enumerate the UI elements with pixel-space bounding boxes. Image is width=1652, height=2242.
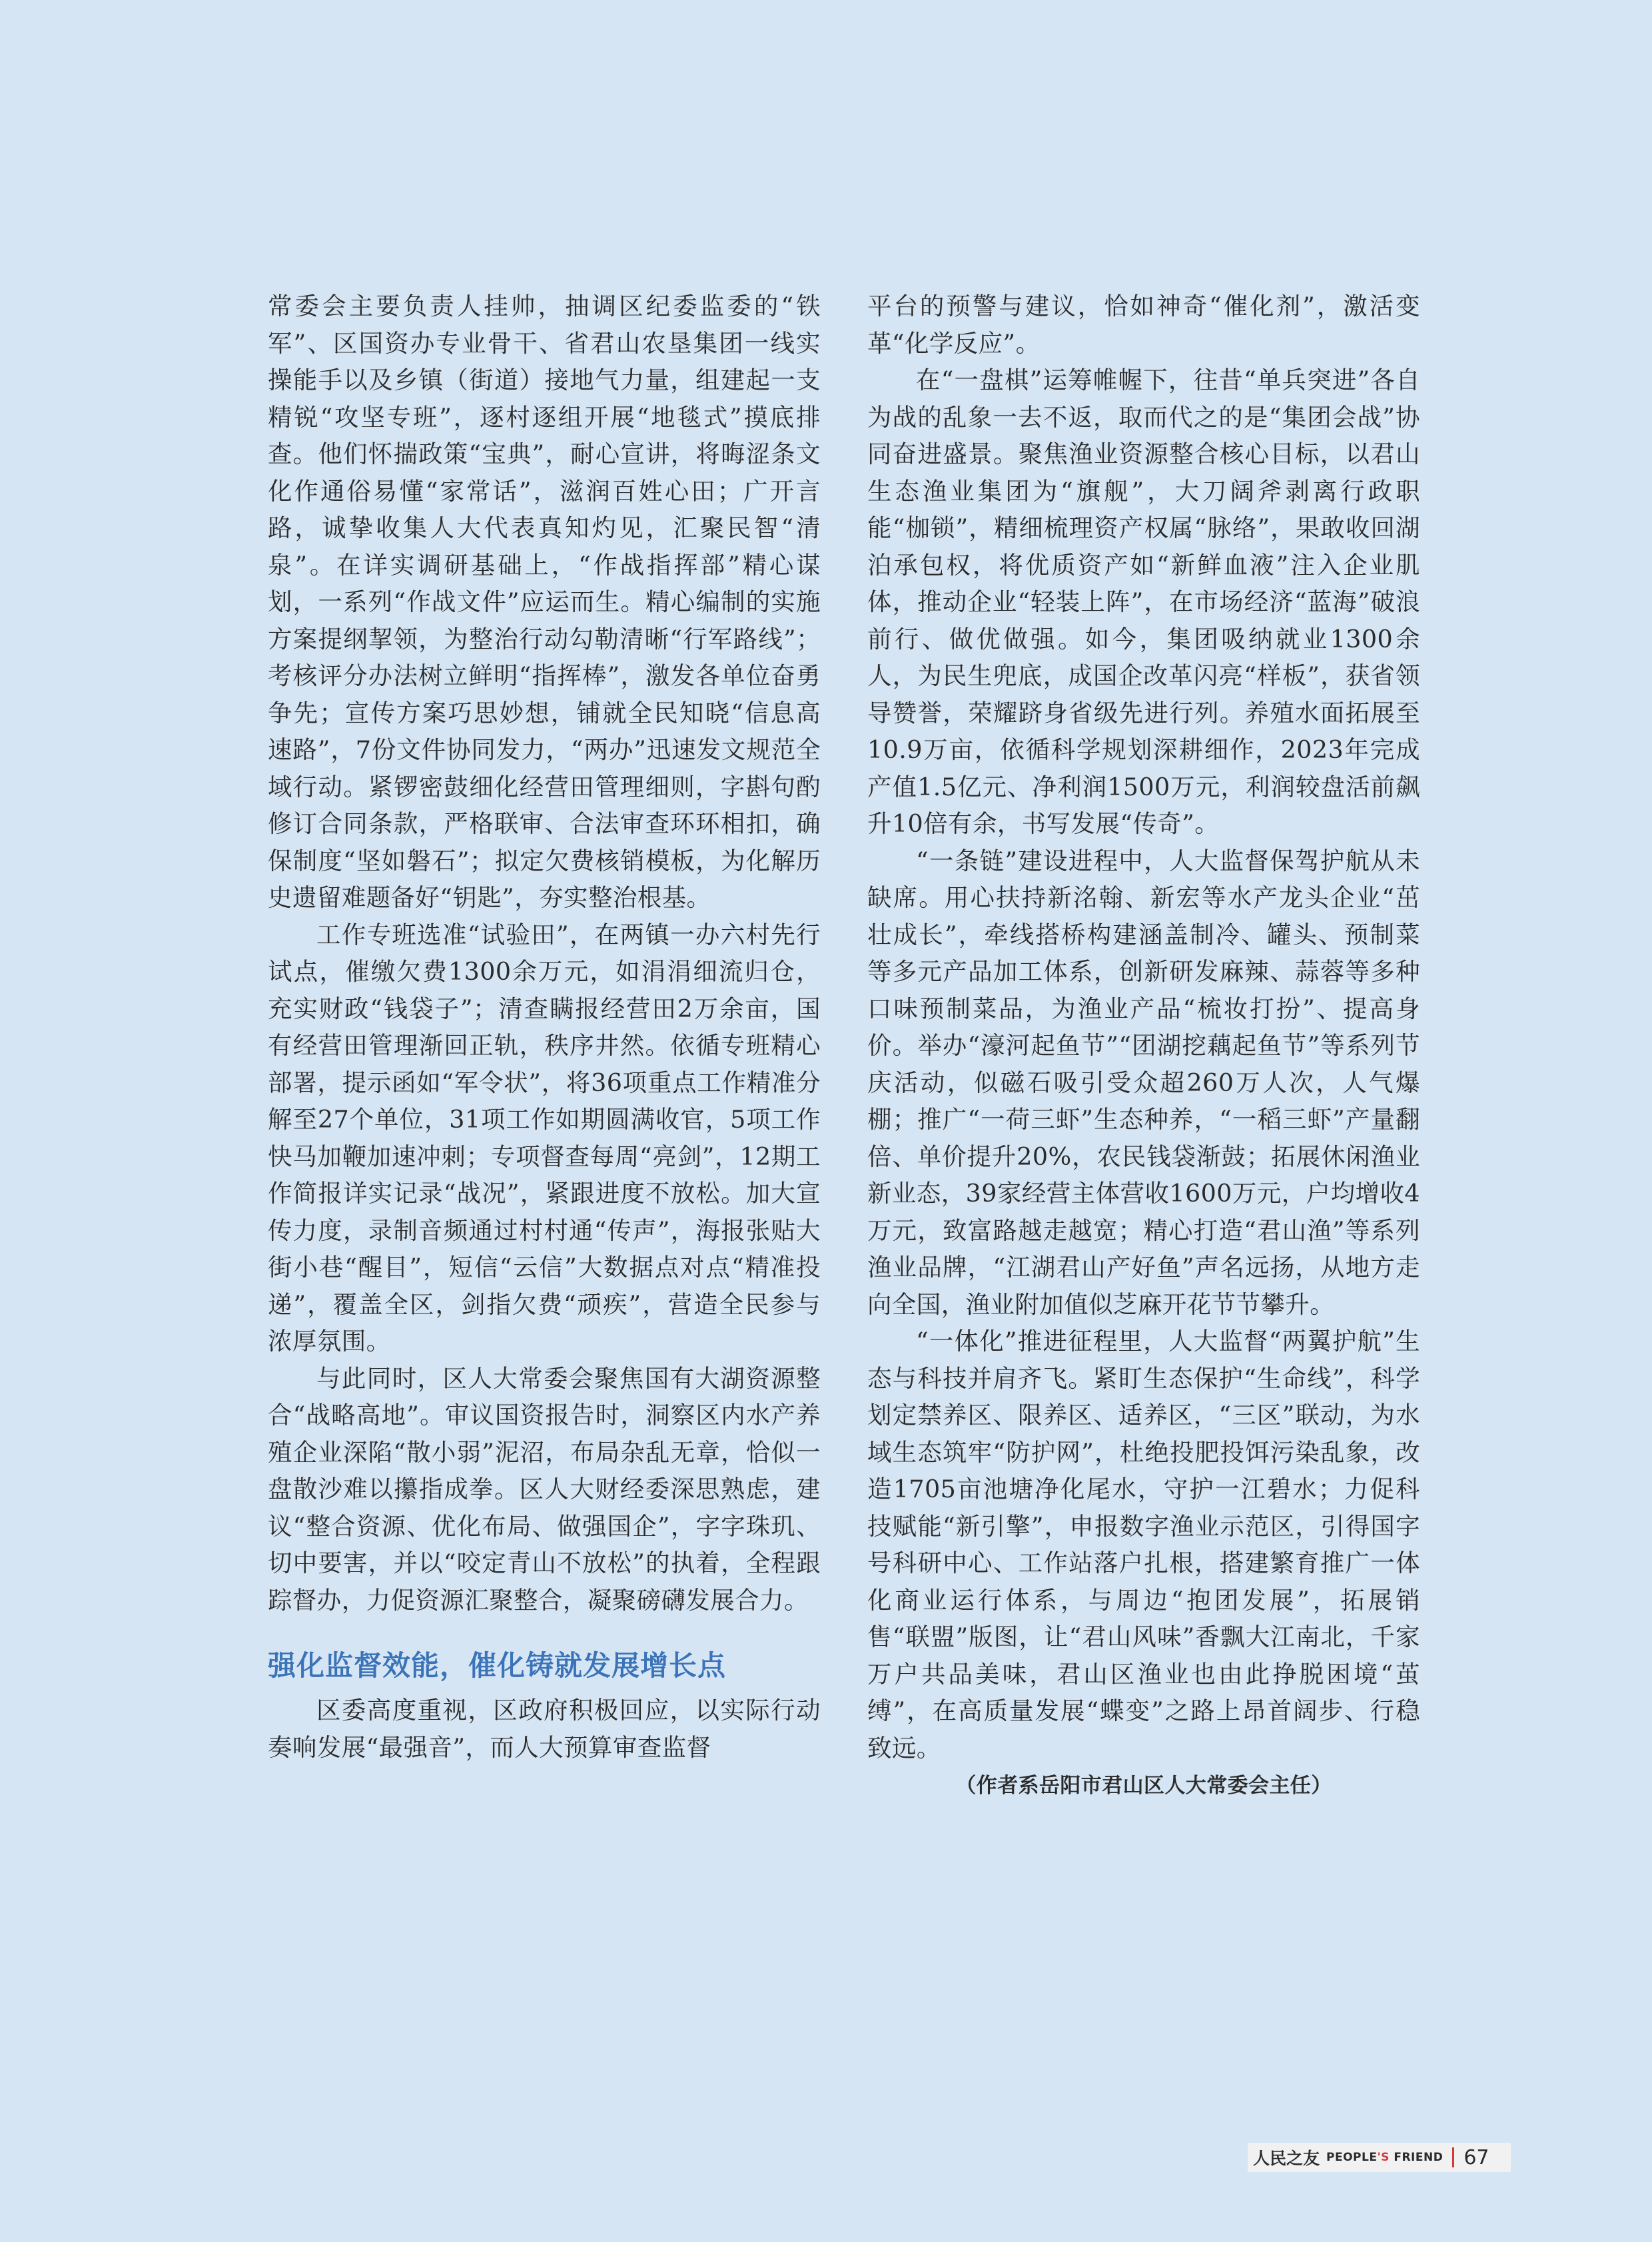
paragraph: 与此同时，区人大常委会聚焦国有大湖资源整合“战略高地”。审议国资报告时，洞察区内水产养殖企业深陷“散小弱”泥沼，布局杂乱无章，恰似一盘散沙难以攥指成拳。区人大财经委深思熟虑，建议“整合资源、优化布局、做强国企”，字字珠玑、切中要害，并以“咬定青山不放松”的执着，全程跟踪督办，力促资源汇聚整合，凝聚磅礴发展合力。 bbox=[268, 1363, 821, 1615]
magazine-name-en bbox=[1326, 2151, 1443, 2164]
paragraph: “一体化”推进征程里，人大监督“两翼护航”生态与科技并肩齐飞。紧盯生态保护“生命线”，科学划定禁养区、限养区、适养区，“三区”联动，为水域生态筑牢“防护网”，杜绝投肥投饵污染乱象，改造1705亩池塘净化尾水，守护一江碧水；力促科技赋能“新引擎”，申报数字渔业示范区，引得国字号科研中心、工作站落户扎根，搭建繁育推广一体化商业运行体系，与周边“抱团发展”，拓展销售“联盟”版图，让“君山风味”香飘大江南北，千家万户共品美味，君山区渔业也由此挣脱困境“茧缚”，在高质量发展“蝶变”之路上昂首阔步、行稳致远。 bbox=[867, 1327, 1420, 1762]
paragraph: 常委会主要负责人挂帅，抽调区纪委监委的“铁军”、区国资办专业骨干、省君山农垦集团一线实操能手以及乡镇（街道）接地气力量，组建起一支精锐“攻坚专班”，逐村逐组开展“地毯式”摸底排查。他们怀揣政策“宝典”，耐心宣讲，将晦涩条文化作通俗易懂“家常话”，滋润百姓心田；广开言路，诚挚收集人大代表真知灼见，汇聚民智“清泉”。在详实调研基础上，“作战指挥部”精心谋划，一系列“作战文件”应运而生。精心编制的实施方案提纲挈领，为整治行动勾勒清晰“行军路线”；考核评分办法树立鲜明“指挥棒”，激发各单位奋勇争先；宣传方案巧思妙想，铺就全民知晓“信息高速路”，7份文件协同发力，“两办”迅速发文规范全域行动。紧锣密鼓细化经营田管理细则，字斟句酌修订合同条款，严格联审、合法审查环环相扣，确保制度“坚如磐石”；拟定欠费核销模板，为化解历史遗留难题备好“钥匙”，夯实整治根基。 bbox=[268, 292, 821, 912]
article-column-right bbox=[867, 288, 1420, 1805]
page-footer bbox=[1248, 2143, 1511, 2172]
footer-divider bbox=[1452, 2147, 1454, 2167]
paragraph: 平台的预警与建议，恰如神奇“催化剂”，激活变革“化学反应”。 bbox=[867, 292, 1420, 358]
author-note: （作者系岳阳市君山区人大常委会主任） bbox=[955, 1774, 1332, 1798]
magazine-name-en-part: FRIEND bbox=[1389, 2151, 1444, 2164]
paragraph: “一条链”建设进程中，人大监督保驾护航从未缺席。用心扶持新洺翰、新宏等水产龙头企业“茁壮成长”，牵线搭桥构建涵盖制冷、罐头、预制菜等多元产品加工体系，创新研发麻辣、蒜蓉等多种口味预制菜品，为渔业产品“梳妆打扮”、提高身价。举办“濠河起鱼节”“团湖挖藕起鱼节”等系列节庆活动，似磁石吸引受众超260万人次，人气爆棚；推广“一荷三虾”生态种养，“一稻三虾”产量翻倍、单价提升20%，农民钱袋渐鼓；拓展休闲渔业新业态，39家经营主体营收1600万元，户均增收4万元，致富路越走越宽；精心打造“君山渔”等系列渔业品牌，“江湖君山产好鱼”声名远扬，从地方走向全国，渔业附加值似芝麻开花节节攀升。 bbox=[867, 846, 1420, 1319]
page-number: 67 bbox=[1463, 2145, 1489, 2169]
magazine-name-en-part: PEOPLE bbox=[1326, 2151, 1378, 2164]
paragraph: 在“一盘棋”运筹帷幄下，往昔“单兵突进”各自为战的乱象一去不返，取而代之的是“集团会战”协同奋进盛景。聚焦渔业资源整合核心目标，以君山生态渔业集团为“旗舰”，大刀阔斧剥离行政职能“枷锁”，精细梳理资产权属“脉络”，果敢收回湖泊承包权，将优质资产如“新鲜血液”注入企业肌体，推动企业“轻装上阵”，在市场经济“蓝海”破浪前行、做优做强。如今，集团吸纳就业1300余人，为民生兜底，成国企改革闪亮“样板”，获省领导赞誉，荣耀跻身省级先进行列。养殖水面拓展至10.9万亩，依循科学规划深耕细作，2023年完成产值1.5亿元、净利润1500万元，利润较盘活前飙升10倍有余，书写发展“传奇”。 bbox=[867, 366, 1420, 838]
magazine-name-en-apostrophe: 'S bbox=[1377, 2151, 1390, 2164]
section-heading: 强化监督效能，催化铸就发展增长点 bbox=[268, 1649, 727, 1682]
paragraph: 区委高度重视，区政府积极回应，以实际行动奏响发展“最强音”，而人大预算审查监督 bbox=[268, 1696, 821, 1762]
article-column-left bbox=[268, 288, 821, 1766]
paragraph: 工作专班选准“试验田”，在两镇一办六村先行试点，催缴欠费1300余万元，如涓涓细流归仓，充实财政“钱袋子”；清查瞒报经营田2万余亩，国有经营田管理渐回正轨，秩序井然。依循专班精心部署，提示函如“军令状”，将36项重点工作精准分解至27个单位，31项工作如期圆满收官，5项工作快马加鞭加速冲刺；专项督查每周“亮剑”，12期工作简报详实记录“战况”，紧跟进度不放松。加大宣传力度，录制音频通过村村通“传声”，海报张贴大街小巷“醒目”，短信“云信”大数据点对点“精准投递”，覆盖全区，剑指欠费“顽疾”，营造全民参与浓厚氛围。 bbox=[268, 920, 821, 1355]
magazine-name-cn: 人民之友 bbox=[1253, 2149, 1320, 2168]
